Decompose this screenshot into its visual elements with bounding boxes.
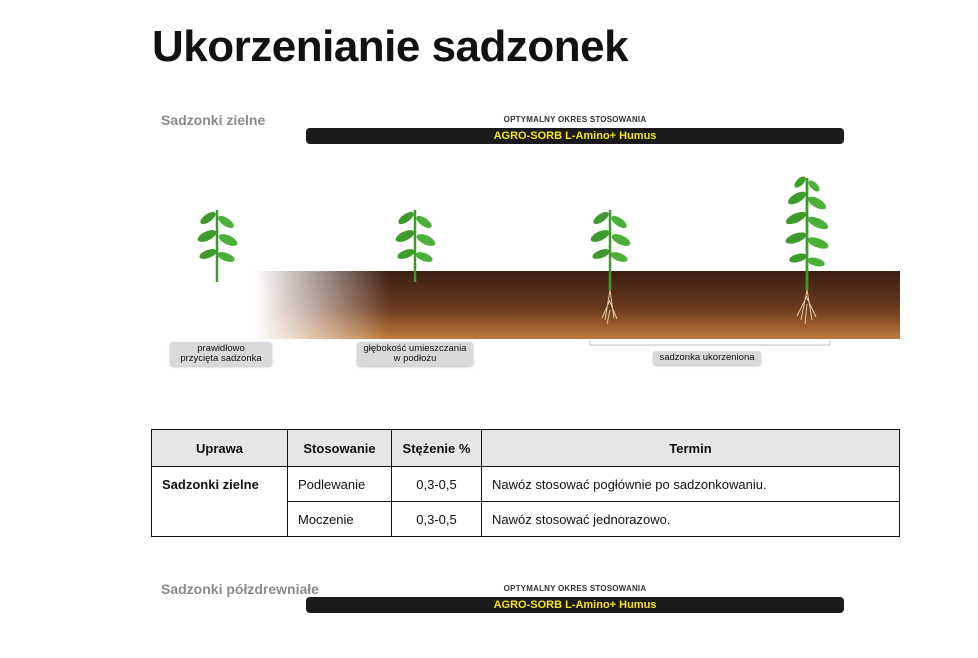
section-label-semi-woody: Sadzonki półzdrewniałe xyxy=(161,581,319,597)
product-bar: AGRO-SORB L-Amino+ Humus xyxy=(306,128,844,144)
cell-concentration: 0,3-0,5 xyxy=(392,467,482,502)
table-header-row xyxy=(152,430,900,467)
cell-crop: Sadzonki zielne xyxy=(152,467,288,537)
col-header-term: Termin xyxy=(482,430,900,467)
stage-label-cut-line1: prawidłowo xyxy=(197,343,245,354)
stage-label-rooted: sadzonka ukorzeniona xyxy=(653,351,761,365)
cell-concentration: 0,3-0,5 xyxy=(392,502,482,537)
stage-label-depth-line2: w podłożu xyxy=(393,353,437,364)
page-title: Ukorzenianie sadzonek xyxy=(152,22,629,71)
stage-label-depth-line1: głębokość umieszczania xyxy=(363,343,467,354)
col-header-concentration: Stężenie % xyxy=(392,430,482,467)
period-caption: OPTYMALNY OKRES STOSOWANIA xyxy=(503,584,647,593)
col-header-method: Stosowanie xyxy=(288,430,392,467)
cell-term: Nawóz stosować jednorazowo. xyxy=(482,502,900,537)
rooted-bracket xyxy=(590,340,830,345)
cell-method: Podlewanie xyxy=(288,467,392,502)
stage-label-cut xyxy=(170,342,272,366)
dosage-table xyxy=(151,429,900,537)
product-bar: AGRO-SORB L-Amino+ Humus xyxy=(306,597,844,613)
table-row xyxy=(152,467,900,502)
stage-label-cut-line2: przycięta sadzonka xyxy=(180,353,262,364)
period-caption: OPTYMALNY OKRES STOSOWANIA xyxy=(503,115,647,124)
col-header-crop: Uprawa xyxy=(152,430,288,467)
cell-method: Moczenie xyxy=(288,502,392,537)
stage-label-depth xyxy=(357,342,473,366)
section-label-herbaceous: Sadzonki zielne xyxy=(161,112,266,128)
rooting-illustration xyxy=(150,168,900,378)
cell-term: Nawóz stosować pogłównie po sadzonkowaniu. xyxy=(482,467,900,502)
